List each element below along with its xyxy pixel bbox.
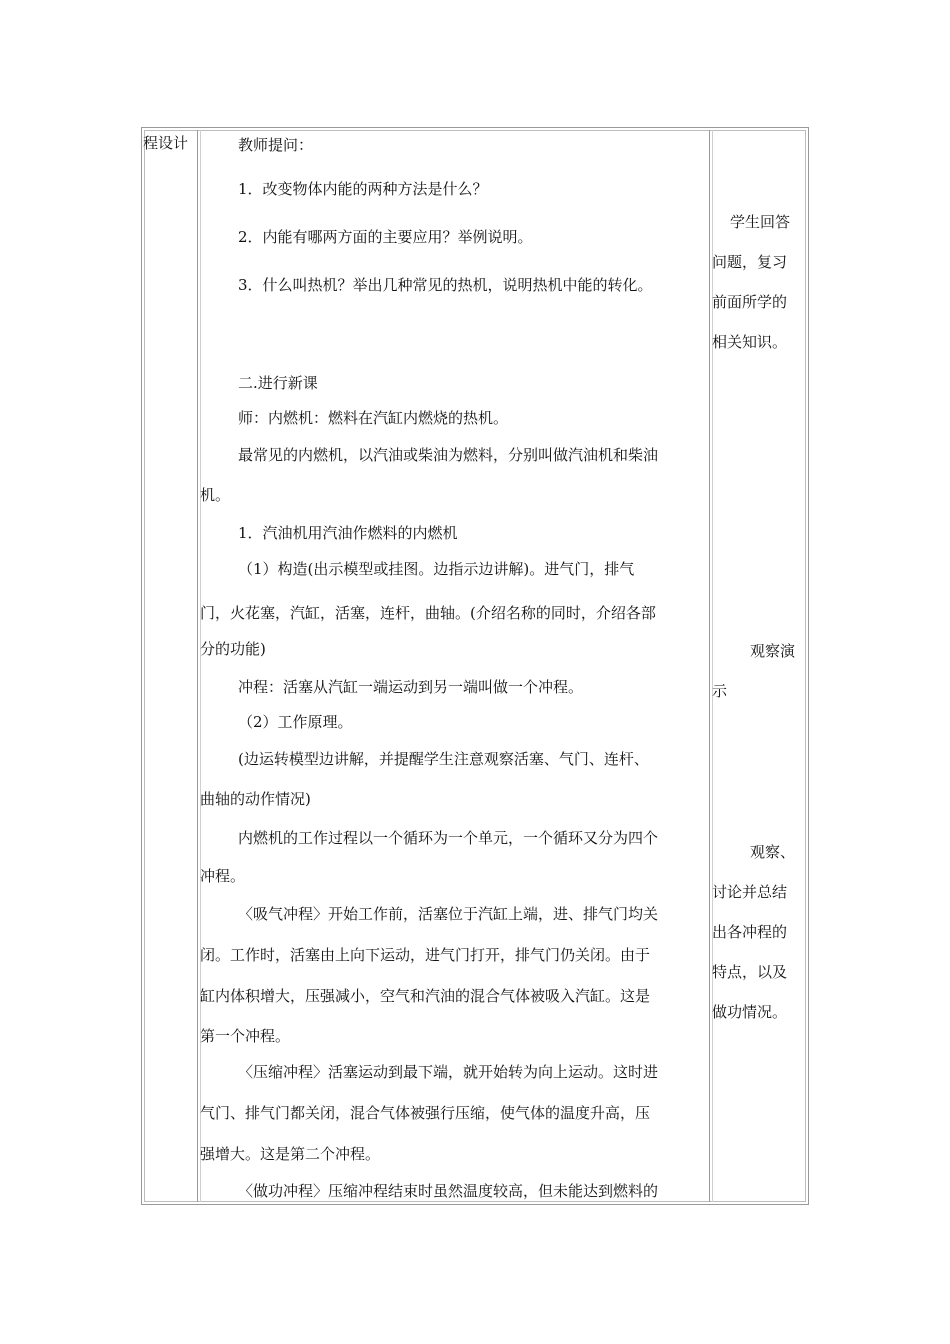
activity-line: 观察、 <box>750 843 796 861</box>
activity-line: 示 <box>712 682 728 700</box>
content-line: 〈压缩冲程〉活塞运动到最下端，就开始转为向上运动。这时进 <box>238 1063 659 1081</box>
content-line: 冲程：活塞从汽缸一端运动到另一端叫做一个冲程。 <box>238 678 584 696</box>
column-divider-right <box>709 130 710 1202</box>
content-line: 最常见的内燃机，以汽油或柴油为燃料，分别叫做汽油机和柴油 <box>238 446 659 464</box>
content-line: 二.进行新课 <box>238 374 318 392</box>
content-line: 缸内体积增大，压强减小，空气和汽油的混合气体被吸入汽缸。这是 <box>200 987 651 1005</box>
content-line: 内燃机的工作过程以一个循环为一个单元，一个循环又分为四个 <box>238 829 659 847</box>
content-line: 〈做功冲程〉压缩冲程结束时虽然温度较高，但未能达到燃料的 <box>238 1182 659 1200</box>
content-line: 2．内能有哪两方面的主要应用？举例说明。 <box>238 228 533 246</box>
activity-line: 出各冲程的 <box>712 923 788 941</box>
activity-line: 特点，以及 <box>712 963 788 981</box>
content-line: 强增大。这是第二个冲程。 <box>200 1145 381 1163</box>
activity-line: 相关知识。 <box>712 333 788 351</box>
activity-line: 观察演 <box>750 642 796 660</box>
activity-line: 讨论并总结 <box>712 883 788 901</box>
content-line: （1）构造(出示模型或挂图。边指示边讲解)。进气门，排气 <box>238 560 635 578</box>
column-divider-left <box>197 130 198 1202</box>
content-line: 1．改变物体内能的两种方法是什么？ <box>238 180 488 198</box>
content-line: 第一个冲程。 <box>200 1027 291 1045</box>
student-activity-block-1 <box>712 202 806 362</box>
content-line: （2）工作原理。 <box>238 713 353 731</box>
content-line: 1．汽油机用汽油作燃料的内燃机 <box>238 524 458 542</box>
content-line: (边运转模型边讲解，并提醒学生注意观察活塞、气门、连杆、 <box>238 750 649 768</box>
activity-line: 问题，复习 <box>712 253 788 271</box>
content-line: 气门、排气门都关闭，混合气体被强行压缩，使气体的温度升高，压 <box>200 1104 651 1122</box>
activity-line: 学生回答 <box>730 213 791 231</box>
student-activity-block-2 <box>712 631 806 711</box>
content-line: 闭。工作时，活塞由上向下运动，进气门打开，排气门仍关闭。由于 <box>200 946 651 964</box>
content-line: 冲程。 <box>200 867 246 885</box>
content-line: 师：内燃机：燃料在汽缸内燃烧的热机。 <box>238 409 509 427</box>
content-line: 〈吸气冲程〉开始工作前，活塞位于汽缸上端，进、排气门均关 <box>238 905 659 923</box>
activity-line: 做功情况。 <box>712 1003 788 1021</box>
content-line: 曲轴的动作情况) <box>200 790 311 808</box>
content-line: 门，火花塞，汽缸，活塞，连杆，曲轴。(介绍名称的同时，介绍各部 <box>200 604 656 622</box>
section-label-cell: 程设计 <box>143 134 189 152</box>
content-line: 3．什么叫热机？举出几种常见的热机，说明热机中能的转化。 <box>238 276 653 294</box>
student-activity-block-3 <box>712 832 806 1032</box>
activity-line: 前面所学的 <box>712 293 788 311</box>
content-line: 机。 <box>200 486 231 504</box>
content-line: 教师提问： <box>238 136 314 154</box>
content-line: 分的功能) <box>200 640 266 658</box>
